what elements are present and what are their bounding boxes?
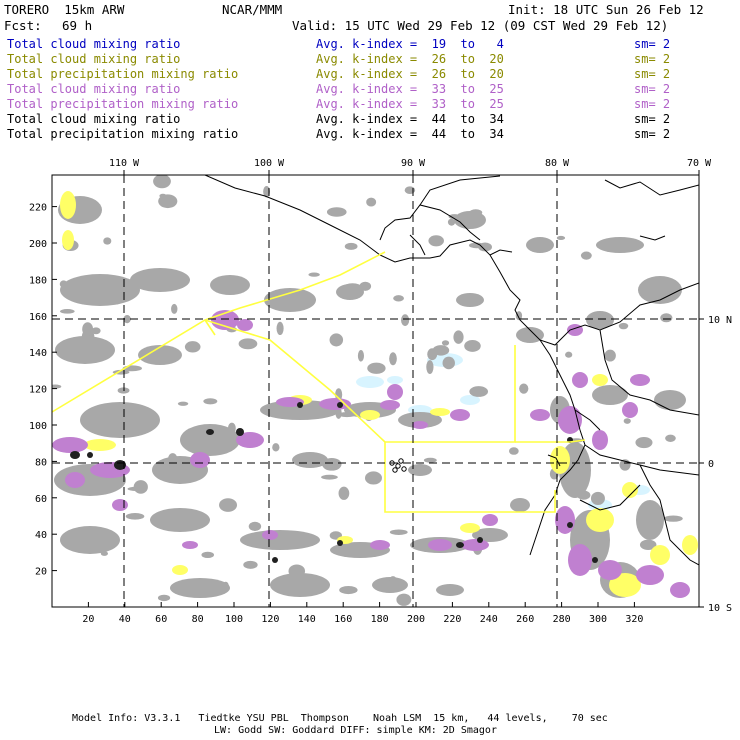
high-kindex-area: [598, 560, 622, 580]
high-kindex-area: [112, 499, 128, 511]
cloud-cell: [201, 552, 214, 558]
cloud-cell: [153, 174, 171, 188]
cloud-cell: [367, 363, 385, 374]
legend-sm: sm= 2: [634, 127, 671, 141]
legend-sm: sm= 2: [634, 67, 671, 81]
legend-field: Total cloud mixing ratio: [7, 112, 181, 126]
cloud-cover-area: [408, 464, 432, 476]
x-label: 40: [118, 614, 131, 625]
moderate-cloud-area: [172, 565, 188, 575]
cloud-cell: [443, 357, 455, 370]
cloud-cell: [345, 243, 358, 250]
cloud-cell: [289, 564, 306, 577]
cloud-cell: [359, 282, 371, 291]
high-kindex-area: [630, 374, 650, 386]
cloud-cell: [509, 447, 519, 455]
high-kindex-area: [237, 319, 253, 331]
convective-core: [272, 557, 278, 563]
cloud-cell: [581, 252, 592, 260]
cloud-cell: [203, 398, 217, 404]
cloud-cell: [159, 194, 166, 198]
cloud-cell: [243, 561, 257, 569]
x-label: 320: [625, 614, 644, 625]
y-label: 100: [28, 421, 47, 432]
moderate-cloud-area: [62, 230, 74, 250]
lon-label: 70 W: [686, 158, 712, 169]
x-label: 160: [334, 614, 353, 625]
cloud-cell: [85, 284, 98, 293]
cloud-cover-area: [80, 402, 160, 438]
cloud-cell: [635, 437, 652, 448]
moderate-cloud-area: [592, 374, 608, 386]
cloud-cell: [136, 272, 148, 277]
cloud-cell: [557, 236, 565, 240]
cloud-cell: [178, 402, 188, 406]
high-kindex-area: [380, 400, 400, 410]
legend-field: Total precipitation mixing ratio: [7, 97, 239, 111]
lon-label: 100 W: [253, 158, 285, 169]
high-kindex-area: [622, 402, 638, 418]
cloud-cell: [453, 330, 463, 343]
moderate-cloud-area: [60, 191, 76, 219]
legend-field: Total cloud mixing ratio: [7, 82, 181, 96]
legend-kindex: Avg. k-index = 19 to 4: [316, 37, 504, 51]
cloud-cell: [428, 235, 444, 246]
y-label: 160: [28, 311, 47, 323]
moderate-cloud-area: [682, 535, 698, 555]
cloud-cell: [330, 333, 344, 346]
moderate-cloud-area: [460, 523, 480, 533]
cloud-cell: [433, 345, 450, 356]
cloud-cell: [239, 338, 258, 349]
cloud-cell: [389, 576, 396, 584]
high-kindex-area: [670, 582, 690, 598]
high-kindex-area: [558, 406, 582, 434]
x-label: 100: [224, 614, 244, 625]
high-kindex-area: [182, 541, 198, 549]
high-kindex-area: [461, 539, 489, 551]
convective-core: [477, 537, 483, 543]
moderate-cloud-area: [430, 408, 450, 416]
moderate-cloud-area: [84, 439, 116, 451]
x-label: 180: [370, 614, 389, 625]
x-label: 220: [443, 614, 462, 625]
cloud-cover-area: [436, 584, 464, 596]
x-label: 260: [516, 614, 535, 625]
x-label: 300: [588, 614, 608, 625]
high-kindex-area: [450, 409, 470, 421]
cloud-cover-area: [456, 293, 484, 307]
cloud-cell: [401, 314, 409, 326]
cloud-cell: [60, 280, 68, 287]
cloud-cell: [666, 394, 672, 402]
high-kindex-area: [370, 540, 390, 550]
y-label: 180: [28, 275, 47, 287]
shallow-cloud: [356, 376, 384, 388]
high-kindex-area: [387, 384, 403, 400]
high-kindex-area: [262, 530, 278, 540]
init-time: Init: 18 UTC Sun 26 Feb 12: [508, 2, 704, 17]
shallow-cloud: [387, 376, 403, 384]
moderate-cloud-area: [650, 545, 670, 565]
cloud-cover-area: [130, 268, 190, 292]
high-kindex-area: [428, 539, 452, 551]
legend-field: Total precipitation mixing ratio: [7, 67, 239, 81]
cloud-cell: [358, 350, 364, 362]
cloud-cell: [134, 480, 148, 494]
cloud-cell: [442, 340, 449, 345]
convective-core: [337, 402, 343, 408]
y-label: 120: [28, 384, 47, 396]
high-kindex-area: [568, 544, 592, 576]
convective-core: [592, 557, 598, 563]
x-label: 60: [155, 614, 168, 625]
y-label: 200: [28, 239, 47, 250]
y-label: 80: [34, 457, 47, 469]
cloud-cell: [82, 322, 93, 336]
cloud-cell: [277, 322, 284, 335]
x-label: 140: [297, 614, 316, 625]
cloud-cell: [308, 272, 319, 276]
legend-sm: sm= 2: [634, 52, 671, 66]
cloud-cell: [424, 458, 437, 463]
cloud-cover-area: [240, 530, 320, 550]
cloud-cell: [469, 386, 488, 397]
cloud-cell: [78, 350, 94, 360]
lon-label: 90 W: [400, 158, 426, 169]
cloud-cell: [405, 186, 416, 194]
cloud-cell: [306, 296, 312, 305]
x-label: 240: [479, 614, 498, 625]
legend-sm: sm= 2: [634, 82, 671, 96]
high-kindex-area: [530, 409, 550, 421]
cloud-cell: [49, 385, 61, 389]
legend-kindex: Avg. k-index = 33 to 25: [316, 82, 504, 96]
cloud-cell: [157, 513, 171, 523]
high-kindex-area: [555, 506, 575, 534]
legend-kindex: Avg. k-index = 33 to 25: [316, 97, 504, 111]
lat-label: 0: [708, 459, 715, 470]
cloud-cell: [393, 295, 404, 301]
convective-core: [70, 451, 80, 459]
cloud-cell: [316, 410, 331, 417]
cloud-cell: [396, 594, 411, 606]
cloud-cell: [249, 522, 261, 531]
forecast-label: Fcst:: [4, 18, 42, 33]
cloud-cover-area: [138, 345, 182, 365]
cloud-cell: [604, 350, 615, 362]
lon-label: 80 W: [544, 158, 570, 169]
cloud-cover-area: [526, 237, 554, 253]
cloud-cell: [126, 513, 145, 520]
y-label: 140: [28, 348, 47, 360]
forecast-hour: 69 h: [62, 18, 93, 33]
cloud-cover-area: [596, 237, 644, 253]
cloud-cell: [591, 492, 605, 505]
lon-label: 110 W: [108, 158, 140, 169]
high-kindex-area: [636, 565, 664, 585]
cloud-cell: [624, 418, 631, 424]
cloud-cell: [60, 309, 75, 314]
y-label: 220: [28, 202, 47, 214]
cloud-cell: [344, 283, 361, 290]
convective-core: [236, 428, 244, 436]
legend-sm: sm= 2: [634, 97, 671, 111]
high-kindex-area: [572, 372, 588, 388]
cloud-cell: [426, 360, 433, 374]
model-info-line2: LW: Godd SW: Goddard DIFF: simple KM: 2D Smagor: [214, 725, 497, 736]
high-kindex-area: [190, 452, 210, 468]
cloud-cell: [389, 352, 397, 365]
legend-kindex: Avg. k-index = 26 to 20: [316, 67, 504, 81]
cloud-cell: [185, 341, 201, 352]
high-kindex-area: [592, 430, 608, 450]
legend-sm: sm= 2: [634, 37, 671, 51]
convective-core: [456, 542, 464, 548]
cloud-cell: [619, 323, 628, 329]
cloud-cell: [101, 551, 108, 556]
cloud-cell: [228, 423, 236, 434]
cloud-cell: [366, 198, 376, 207]
high-kindex-area: [65, 472, 85, 488]
legend-kindex: Avg. k-index = 44 to 34: [316, 127, 504, 141]
organization: NCAR/MMM: [222, 2, 283, 17]
convective-core: [567, 522, 573, 528]
cloud-cell: [390, 530, 408, 535]
high-kindex-area: [412, 421, 428, 429]
cloud-cell: [272, 443, 279, 451]
convective-core: [206, 429, 214, 435]
legend-field: Total precipitation mixing ratio: [7, 127, 239, 141]
cloud-cell: [664, 516, 683, 522]
x-label: 20: [82, 614, 95, 625]
high-kindex-area: [482, 514, 498, 526]
cloud-cell: [660, 313, 672, 322]
cloud-cell: [339, 487, 350, 500]
cloud-cover-area: [592, 385, 628, 405]
cloud-cover-area: [210, 275, 250, 295]
high-kindex-area: [319, 398, 351, 410]
y-label: 60: [34, 493, 47, 505]
model-name: TORERO 15km ARW: [4, 2, 125, 17]
cloud-cell: [577, 490, 590, 499]
high-kindex-area: [52, 437, 88, 453]
x-label: 200: [406, 614, 426, 625]
cloud-cell: [171, 304, 177, 314]
cloud-cell: [103, 237, 111, 244]
cloud-cell: [469, 209, 482, 215]
cloud-cover-area: [60, 526, 120, 554]
y-label: 20: [34, 566, 47, 578]
moderate-cloud-area: [360, 410, 380, 420]
cloud-cell: [158, 595, 170, 601]
cloud-cover-area: [60, 274, 140, 306]
cloud-cover-area: [636, 500, 664, 540]
convective-core: [297, 402, 303, 408]
cloud-cell: [322, 458, 341, 471]
cloud-cover-area: [510, 498, 530, 512]
lat-label: 10 S: [708, 603, 733, 614]
cloud-cell: [365, 471, 382, 484]
cloud-cell: [448, 219, 455, 226]
legend-kindex: Avg. k-index = 44 to 34: [316, 112, 504, 126]
convective-core: [87, 452, 93, 458]
cloud-cell: [665, 435, 676, 442]
model-info-line1: Model Info: V3.3.1 Tiedtke YSU PBL Thompson Noah LSM 15 km, 44 levels, 70 sec: [72, 713, 608, 724]
y-label: 40: [34, 530, 47, 542]
cloud-cell: [519, 384, 528, 394]
cloud-cell: [339, 586, 357, 594]
legend-sm: sm= 2: [634, 112, 671, 126]
cloud-cell: [219, 498, 237, 512]
valid-time: Valid: 15 UTC Wed 29 Feb 12 (09 CST Wed 29 Feb 12): [292, 18, 669, 33]
legend-field: Total cloud mixing ratio: [7, 37, 181, 51]
lat-label: 10 N: [708, 315, 733, 326]
cloud-cell: [565, 352, 572, 358]
cloud-cell: [321, 475, 338, 480]
x-label: 280: [552, 614, 571, 625]
legend-field: Total cloud mixing ratio: [7, 52, 181, 66]
cloud-cell: [223, 582, 229, 590]
cloud-cell: [464, 340, 481, 352]
convective-core: [337, 540, 343, 546]
x-label: 80: [191, 614, 204, 625]
cloud-cell: [327, 207, 347, 217]
cloud-cover-area: [170, 578, 230, 598]
moderate-cloud-area: [550, 446, 570, 474]
cloud-cell: [216, 278, 232, 283]
moderate-cloud-area: [586, 508, 614, 532]
legend-kindex: Avg. k-index = 26 to 20: [316, 52, 504, 66]
x-label: 120: [261, 614, 280, 625]
